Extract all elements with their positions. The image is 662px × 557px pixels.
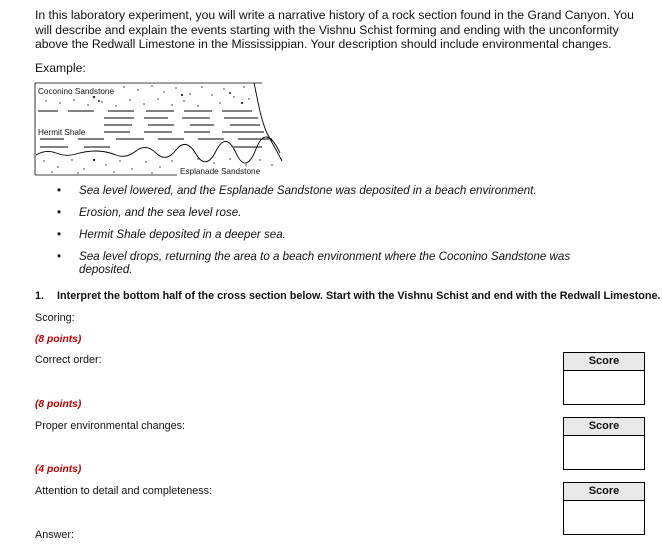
- esplanade-label: Esplanade Sandstone: [180, 167, 261, 176]
- score-input-detail[interactable]: [564, 501, 644, 534]
- points-detail: (4 points): [35, 464, 82, 475]
- coconino-label: Coconino Sandstone: [38, 87, 115, 96]
- bullet-icon: •: [57, 206, 62, 219]
- intro-paragraph: In this laboratory experiment, you will write a narrative history of a rock section found in the Grand Canyon. You will describe and explain the events starting with the Vishnu Schist forming and ending with the unconformity above the Redwall Limestone in the Mississippian. Your description should include environmental changes.: [35, 8, 634, 52]
- score-box-order: [563, 352, 645, 405]
- list-item: • Sea level drops, returning the area to a beach environment where the Coconino Sandstone was deposited.: [57, 250, 571, 276]
- hermit-label: Hermit Shale: [38, 128, 86, 137]
- answer-label: Answer:: [35, 529, 75, 541]
- criterion-order: Correct order:: [35, 354, 102, 366]
- points-environment: (8 points): [35, 399, 82, 410]
- score-header: Score: [564, 418, 644, 436]
- score-input-order[interactable]: [564, 371, 644, 404]
- criterion-environment: Proper environmental changes:: [35, 420, 186, 432]
- score-input-environment[interactable]: [564, 436, 644, 469]
- score-header: Score: [564, 353, 644, 371]
- question-text: Interpret the bottom half of the cross section below. Start with the Vishnu Schist and end with the Redwall Limestone.: [57, 290, 661, 302]
- scoring-label: Scoring:: [35, 312, 75, 324]
- score-box-environment: [563, 417, 645, 470]
- score-header: Score: [564, 483, 644, 501]
- question-1: [35, 290, 661, 302]
- bullet-icon: •: [57, 184, 62, 197]
- bullet-icon: •: [57, 250, 62, 263]
- list-item: • Erosion, and the sea level rose.: [57, 206, 242, 219]
- points-order: (8 points): [35, 334, 82, 345]
- example-label: Example:: [35, 61, 86, 75]
- question-number: 1.: [35, 290, 45, 302]
- list-item: • Hermit Shale deposited in a deeper sea.: [57, 228, 286, 241]
- score-box-detail: [563, 482, 645, 535]
- list-item: • Sea level lowered, and the Esplanade Sandstone was deposited in a beach environment.: [57, 184, 537, 197]
- rock-section-diagram: [34, 81, 284, 177]
- event-list: [55, 184, 615, 285]
- criterion-detail: Attention to detail and completeness:: [35, 485, 213, 497]
- bullet-icon: •: [57, 228, 62, 241]
